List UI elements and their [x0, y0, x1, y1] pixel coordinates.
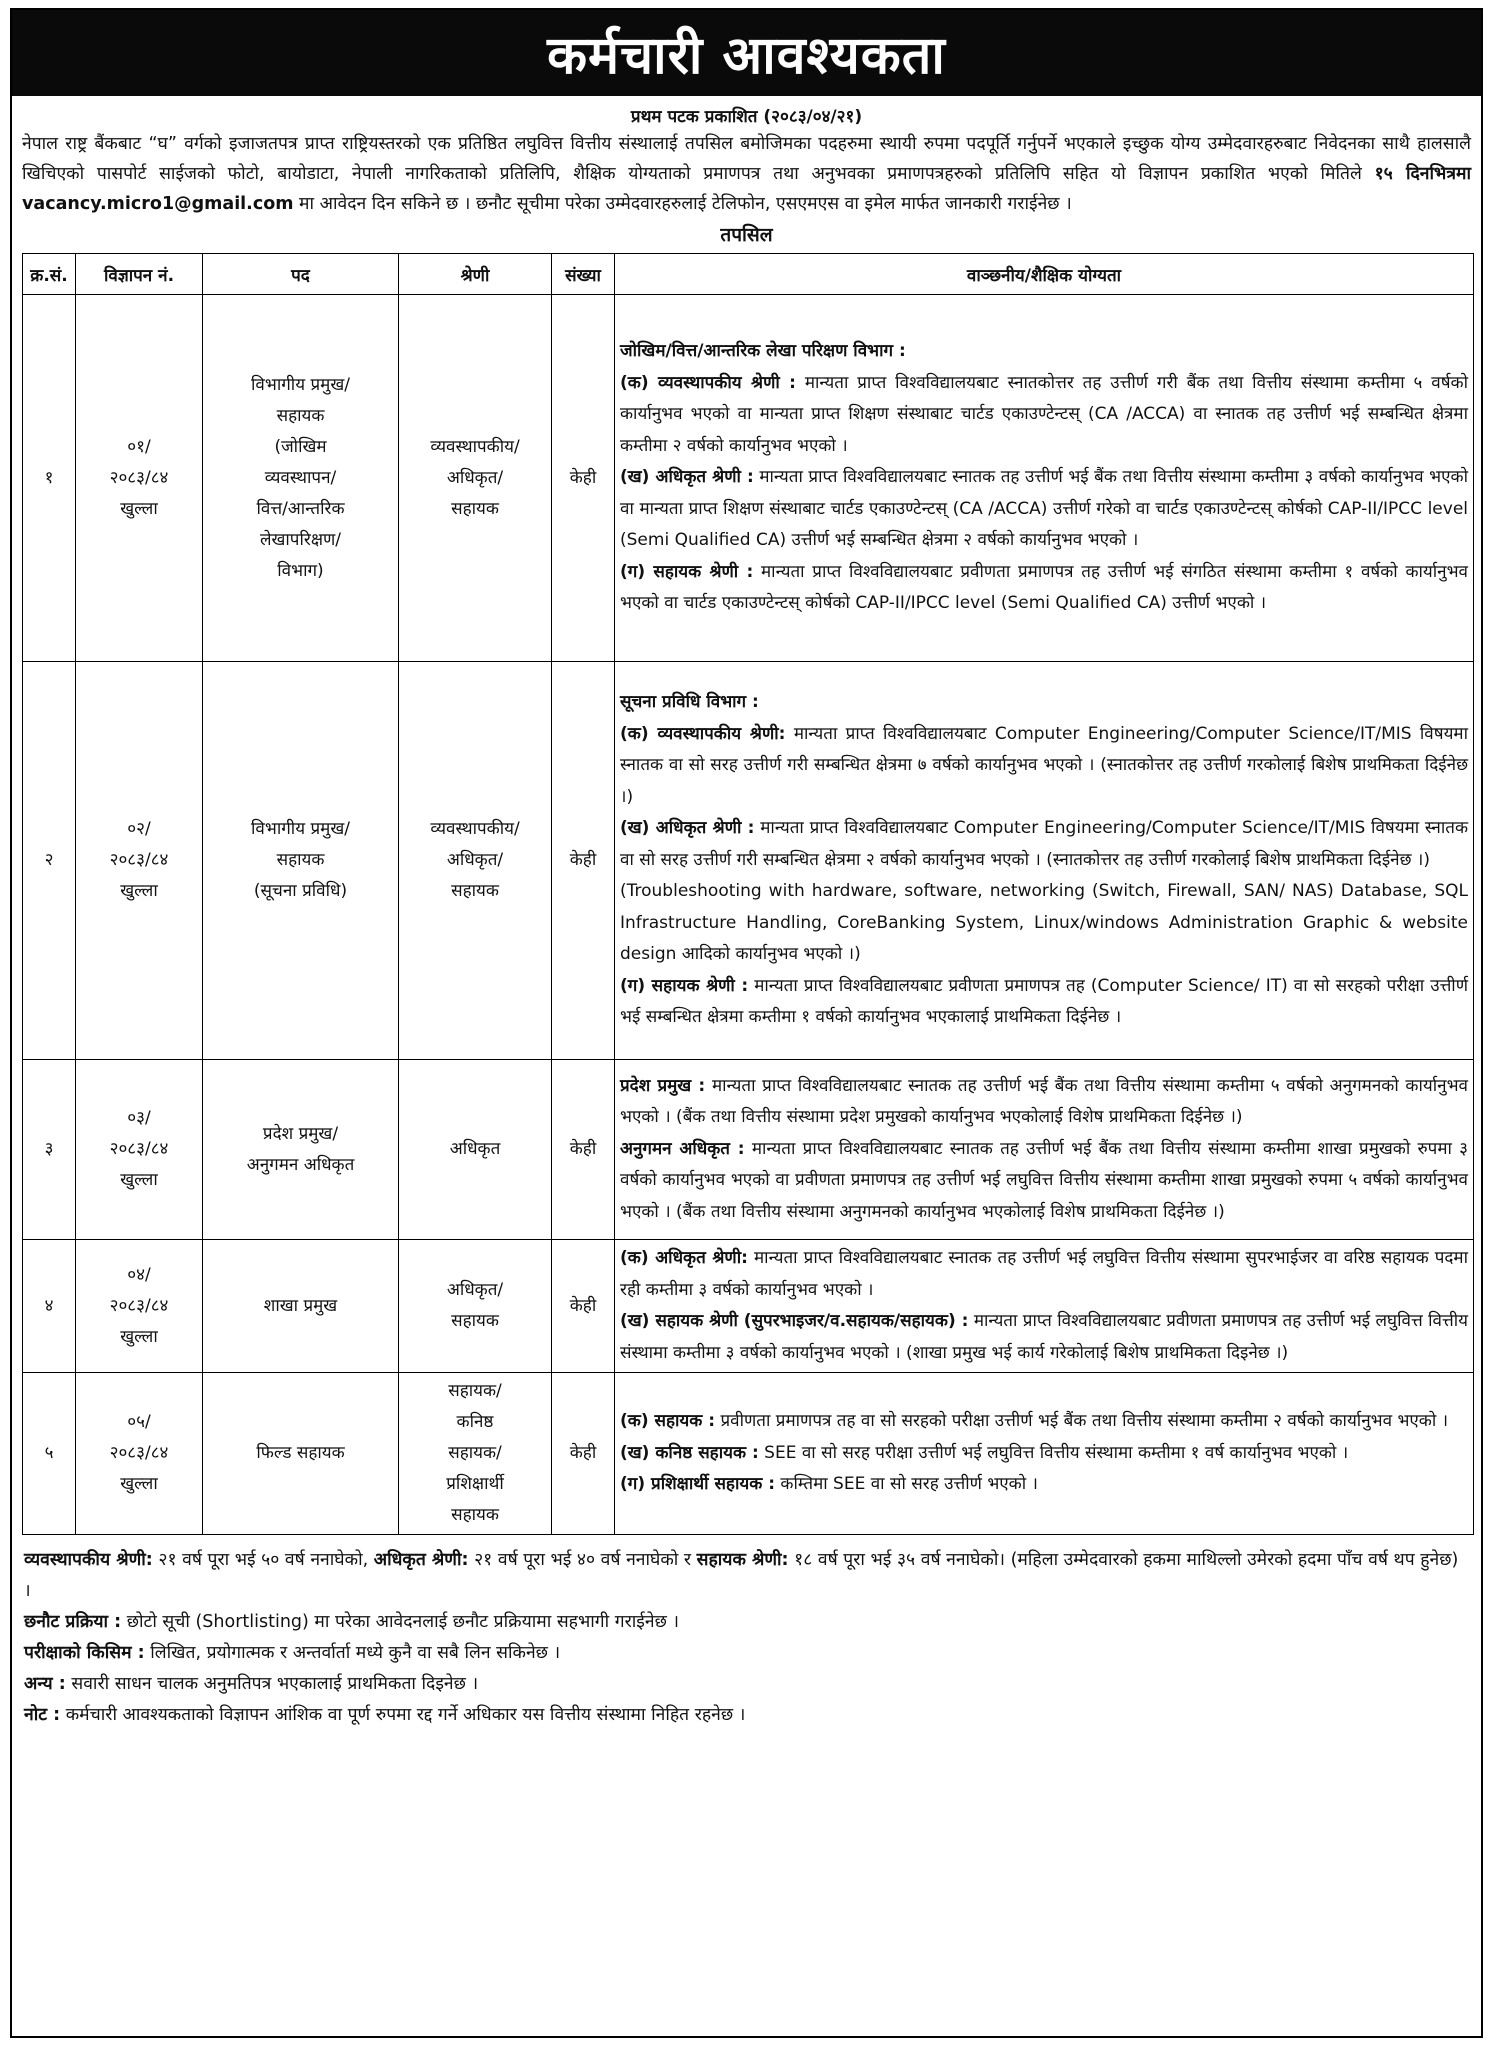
level-line: अधिकृत/ — [446, 850, 504, 870]
level-line: अधिकृत/ — [446, 467, 504, 488]
qualification-item — [620, 1071, 1468, 1134]
age-limits — [24, 1545, 1469, 1607]
vacancy-count: केही — [552, 295, 615, 662]
post-name-line: विभागीय प्रमुख/ — [251, 374, 350, 395]
ad-number-line: ०५/ — [127, 1412, 151, 1432]
ad-number-line: खुल्ला — [120, 1474, 158, 1494]
qualification-label: प्रदेश प्रमुख : — [620, 1075, 706, 1096]
qualification-label: सूचना प्रविधि विभाग : — [620, 692, 759, 713]
qualification-text: मान्यता प्राप्त विश्वविद्यालयबाट स्नातक तह उत्तीर्ण भई बैंक तथा वित्तीय संस्थामा कम्तीमा ३ वर्षको कार्यानुभव भएको वा मान्यता प्राप्त शिक्षण संस्थाबाट चार्टड एकाउण्टेन्टस् (CA /ACCA) उत्तीर्ण गरेको वा चार्टड एकाउण्टेन्टस् कोर्षको CAP-II/IPCC level (Semi Qualified CA) उत्तीर्ण भई सम्बन्धित क्षेत्रमा २ वर्षको कार्यानुभव भएको । — [620, 467, 1468, 551]
publication-date: प्रथम पटक प्रकाशित (२०८३/०४/२१) — [630, 107, 863, 127]
selection-process — [24, 1607, 1469, 1638]
ad-number-line: खुल्ला — [120, 1170, 158, 1190]
post-name-line: व्यवस्थापन/ — [264, 467, 337, 488]
post-name-line: शाखा प्रमुख — [263, 1295, 338, 1316]
table-row — [23, 1060, 1474, 1240]
qualification-item — [620, 813, 1468, 876]
ad-number — [76, 662, 203, 1060]
page-title: कर्मचारी आवश्यकता — [12, 10, 1481, 96]
qualification-label: (ख) अधिकृत श्रेणी : — [620, 818, 755, 839]
qualification-text: मान्यता प्राप्त विश्वविद्यालयबाट स्नातक तह उत्तीर्ण भई बैंक तथा वित्तीय संस्थामा कम्तीमा शाखा प्रमुखको रुपमा ३ वर्षको कार्यानुभव भएको वा प्रवीणता प्रमाणपत्र तह उत्तीर्ण भई लघुवित्त वित्तीय संस्थामा कम्तीमा शाखा प्रमुखको रुपमा ५ वर्षको कार्यानुभव भएको । (बैंक तथा वित्तीय संस्थामा अनुगमनको कार्यानुभव भएकोलाई विशेष प्राथमिकता दिईनेछ ।) — [620, 1138, 1468, 1222]
vacancy-count: केही — [552, 1240, 615, 1373]
post-name-line: अनुगमन अधिकृत — [246, 1154, 355, 1175]
selection-label: छनौट प्रक्रिया : — [24, 1612, 122, 1632]
post-name-line: विभाग) — [277, 560, 324, 581]
qualification-label: (ख) कनिष्ठ सहायक : — [620, 1442, 759, 1463]
level-line: सहायक — [451, 1311, 499, 1331]
intro-text-1: नेपाल राष्ट्र बैंकबाट “घ” वर्गको इजाजतपत्र प्राप्त राष्ट्रियस्तरको एक प्रतिष्ठित लघुवित्त वित्तीय संस्थालाई तपसिल बमोजिमका पदहरुमा स्थायी रुपमा पदपूर्ति गर्नुपर्ने भएकाले इच्छुक योग्य उम्मेदवारहरुबाट निवेदनका साथै हालसालै खिचिएको पासपोर्ट साईजको फोटो, बायोडाटा, नेपाली नागरिकताको प्रतिलिपि, शैक्षिक योग्यताको प्रमाणपत्र तथा अनुभवका प्रमाणपत्रहरुको प्रतिलिपि सहित यो विज्ञापन प्रकाशित भएको मितिले — [22, 134, 1471, 184]
age-text-3: १८ वर्ष पूरा भई ३५ वर्ष ननाघेको। (महिला उम्मेदवारको हकमा माथिल्लो उमेरको हदमा पाँच वर्ष थप हुनेछ) । — [24, 1550, 1459, 1601]
level-line: व्यवस्थापकीय/ — [430, 819, 520, 839]
intro-paragraph — [12, 127, 1481, 219]
ad-number-line: ०२/ — [127, 819, 151, 839]
post-name-line: लेखापरिक्षण/ — [259, 529, 342, 550]
qualification — [615, 295, 1474, 662]
disclaimer-note — [24, 1700, 1469, 1731]
exam-label: परीक्षाको किसिम : — [24, 1643, 145, 1663]
post-name-line: (जोखिम — [274, 436, 327, 457]
qualification-text: मान्यता प्राप्त विश्वविद्यालयबाट प्रवीणता प्रमाणपत्र तह उत्तीर्ण भई लघुवित्त वित्तीय संस्थामा कम्तीमा ३ वर्षको कार्यानुभव भएको । (शाखा प्रमुख भई कार्य गरेकोलाई बिशेष प्राथमिकता दिइनेछ ।) — [620, 1311, 1468, 1363]
serial-number: २ — [23, 662, 76, 1060]
post-name-line: (सूचना प्रविधि) — [253, 881, 348, 901]
qualification-item — [620, 1469, 1468, 1501]
qualification-text: मान्यता प्राप्त विश्वविद्यालयबाट Computer Engineering/Computer Science/IT/MIS विषयमा स्नातक वा सो सरह उत्तीर्ण गरी सम्बन्धित क्षेत्रमा ७ वर्षको कार्यानुभव भएको । (स्नातकोत्तर तह उत्तीर्ण गरकोलाई बिशेष प्राथमिकता दिईनेछ ।) — [620, 723, 1469, 807]
qualification-item — [620, 1306, 1468, 1369]
qualification-text: SEE वा सो सरह परीक्षा उत्तीर्ण भई लघुवित्त वित्तीय संस्थामा कम्तीमा १ वर्ष कार्यानुभव भएको । — [764, 1442, 1349, 1463]
qualification-text: मान्यता प्राप्त विश्वविद्यालयबाट स्नातकोत्तर तह उत्तीर्ण गरी बैंक तथा वित्तीय संस्थामा कम्तीमा ५ वर्षको कार्यानुभव भएको वा मान्यता प्राप्त शिक्षण संस्थाबाट चार्टड एकाउण्टेन्टस् (CA /ACCA) वा स्नातक तह उत्तीर्ण भई सम्बन्धित क्षेत्रमा कम्तीमा २ वर्षको कार्यानुभव भएको । — [620, 372, 1468, 456]
qualification-item — [620, 1438, 1468, 1470]
qualification-item — [620, 336, 1468, 368]
vacancy-count: केही — [552, 1373, 615, 1535]
serial-number: ३ — [23, 1060, 76, 1240]
exam-type — [24, 1638, 1469, 1669]
header-qualification: वाञ्छनीय/शैक्षिक योग्यता — [615, 254, 1474, 295]
level-line: कनिष्ठ — [456, 1412, 494, 1432]
level-line: सहायक — [451, 1505, 499, 1525]
header-count: संख्या — [552, 254, 615, 295]
age-text-2: २१ वर्ष पूरा भई ४० वर्ष ननाघेको र — [474, 1550, 692, 1570]
other-note — [24, 1669, 1469, 1700]
header-sn: क्र.सं. — [23, 254, 76, 295]
ad-number-line: ०३/ — [127, 1108, 151, 1128]
serial-number: १ — [23, 295, 76, 662]
qualification-item — [620, 1406, 1468, 1438]
header-ad-no: विज्ञापन नं. — [76, 254, 203, 295]
level — [399, 662, 552, 1060]
qualification-text: (Troubleshooting with hardware, software, networking (Switch, Firewall, SAN/ NAS) Database, SQL Infrastructure Handling, CoreBanking System, Linux/windows Administration Graphic & website design आदिको कार्यानुभव भएको ।) — [620, 881, 1468, 965]
vacancy-table — [22, 253, 1474, 1535]
section-title: तपसिल — [720, 224, 773, 246]
email-address[interactable]: vacancy.micro1@gmail.com — [22, 194, 294, 214]
intro-text-2: मा आवेदन दिन सकिने छ । छनौट सूचीमा परेका उम्मेदवारहरुलाई टेलिफोन, एसएमएस वा इमेल मार्फत जानकारी गराईनेछ । — [299, 194, 1072, 214]
qualification-item — [620, 687, 1468, 719]
vacancy-count: केही — [552, 1060, 615, 1240]
level — [399, 1060, 552, 1240]
age-label-2: अधिकृत श्रेणी: — [373, 1550, 469, 1570]
qualification-label: (ग) सहायक श्रेणी : — [620, 561, 754, 582]
age-label-1: व्यवस्थापकीय श्रेणी: — [24, 1550, 153, 1570]
qualification-item — [620, 1134, 1468, 1229]
qualification-text: मान्यता प्राप्त विश्वविद्यालयबाट Computer Engineering/Computer Science/IT/MIS विषयमा स्नातक वा सो सरह उत्तीर्ण गरी सम्बन्धित क्षेत्रमा २ वर्षको कार्यानुभव भएको । (स्नातकोत्तर तह उत्तीर्ण गरकोलाई बिशेष प्राथमिकता दिईनेछ ।) — [620, 818, 1469, 870]
level-line: सहायक — [451, 498, 499, 519]
footer-notes — [12, 1535, 1481, 1731]
qualification-label: (ग) सहायक श्रेणी : — [620, 975, 749, 996]
ad-number-line: २०८३/८४ — [109, 467, 169, 488]
level-line: व्यवस्थापकीय/ — [430, 436, 520, 457]
qualification-label: जोखिम/वित्त/आन्तरिक लेखा परिक्षण विभाग : — [620, 341, 906, 362]
ad-number — [76, 1373, 203, 1535]
header-post: पद — [203, 254, 399, 295]
serial-number: ४ — [23, 1240, 76, 1373]
post-name — [203, 1373, 399, 1535]
qualification-label: (ख) सहायक श्रेणी (सुपरभाइजर/व.सहायक/सहायक) : — [620, 1311, 969, 1331]
level — [399, 1240, 552, 1373]
qualification-item — [620, 462, 1468, 557]
table-row — [23, 1240, 1474, 1373]
qualification — [615, 1373, 1474, 1535]
qualification-label: (क) सहायक : — [620, 1411, 716, 1432]
qualification-item — [620, 971, 1468, 1034]
qualification-text: कम्तिमा SEE वा सो सरह उत्तीर्ण भएको । — [780, 1474, 1038, 1495]
qualification-item — [620, 557, 1468, 620]
level-line: अधिकृत/ — [446, 1280, 504, 1300]
qualification-text: मान्यता प्राप्त विश्वविद्यालयबाट प्रवीणता प्रमाणपत्र तह उत्तीर्ण भई संगठित संस्थामा कम्तीमा १ वर्षको कार्यानुभव भएको वा चार्टड एकाउण्टेन्टस् कोर्षको CAP-II/IPCC level (Semi Qualified CA) उत्तीर्ण भएको । — [620, 561, 1469, 614]
post-name — [203, 1240, 399, 1373]
level-line: अधिकृत — [449, 1139, 501, 1159]
qualification-label: (ख) अधिकृत श्रेणी : — [620, 467, 754, 488]
exam-text: लिखित, प्रयोगात्मक र अन्तर्वार्ता मध्ये कुनै वा सबै लिन सकिनेछ । — [150, 1643, 561, 1663]
post-name-line: प्रदेश प्रमुख/ — [262, 1123, 339, 1144]
ad-number-line: खुल्ला — [120, 881, 158, 901]
ad-number-line: २०८३/८४ — [109, 850, 169, 870]
ad-number-line: खुल्ला — [120, 498, 158, 519]
ad-number — [76, 295, 203, 662]
qualification-item — [620, 1243, 1468, 1306]
qualification-item — [620, 876, 1468, 971]
ad-number-line: ०१/ — [127, 436, 151, 457]
qualification-text: प्रवीणता प्रमाणपत्र तह वा सो सरहको परीक्षा उत्तीर्ण भई बैंक तथा वित्तीय संस्थामा कम्तीमा २ वर्षको कार्यानुभव भएको । — [720, 1411, 1449, 1432]
qualification — [615, 662, 1474, 1060]
post-name-line: सहायक — [276, 405, 325, 426]
level-line: सहायक/ — [448, 1381, 502, 1401]
serial-number: ५ — [23, 1373, 76, 1535]
post-name — [203, 662, 399, 1060]
selection-text: छोटो सूची (Shortlisting) मा परेका आवेदनलाई छनौट प्रक्रियामा सहभागी गराईनेछ । — [126, 1612, 680, 1632]
post-name-line: विभागीय प्रमुख/ — [251, 819, 350, 839]
qualification-label: (क) अधिकृत श्रेणी: — [620, 1248, 748, 1268]
vacancy-count: केही — [552, 662, 615, 1060]
ad-number-line: २०८३/८४ — [109, 1139, 169, 1159]
table-row — [23, 1373, 1474, 1535]
qualification-label: (क) व्यवस्थापकीय श्रेणी: — [620, 723, 786, 744]
ad-number-line: २०८३/८४ — [109, 1443, 169, 1463]
post-name-line: वित्त/आन्तरिक — [256, 498, 345, 519]
age-label-3: सहायक श्रेणी: — [696, 1550, 789, 1570]
qualification-item — [620, 719, 1468, 814]
ad-number — [76, 1060, 203, 1240]
deadline: १५ दिनभित्रमा — [1374, 164, 1471, 184]
qualification-text: मान्यता प्राप्त विश्वविद्यालयबाट स्नातक तह उत्तीर्ण भई बैंक तथा वित्तीय संस्थामा कम्तीमा ५ वर्षको अनुगमनको कार्यानुभव भएको । (बैंक तथा वित्तीय संस्थामा प्रदेश प्रमुखको कार्यानुभव भएकोलाई विशेष प्राथमिकता दिईनेछ ।) — [620, 1075, 1468, 1128]
level — [399, 295, 552, 662]
qualification-label: (ग) प्रशिक्षार्थी सहायक : — [620, 1474, 775, 1495]
other-text: सवारी साधन चालक अनुमतिपत्र भएकालाई प्राथमिकता दिइनेछ । — [71, 1674, 479, 1694]
post-name-line: सहायक — [276, 850, 325, 870]
level — [399, 1373, 552, 1535]
qualification — [615, 1240, 1474, 1373]
post-name — [203, 1060, 399, 1240]
table-header-row — [23, 254, 1474, 295]
post-name — [203, 295, 399, 662]
note-text: कर्मचारी आवश्यकताको विज्ञापन आंशिक वा पूर्ण रुपमा रद्द गर्ने अधिकार यस वित्तीय संस्थामा निहित रहनेछ । — [65, 1705, 746, 1725]
table-row — [23, 662, 1474, 1060]
qualification-item — [620, 368, 1468, 463]
ad-number — [76, 1240, 203, 1373]
table-row — [23, 295, 1474, 662]
qualification-text: मान्यता प्राप्त विश्वविद्यालयबाट स्नातक तह उत्तीर्ण भई लघुवित्त वित्तीय संस्थामा सुपरभाईजर वा वरिष्ठ सहायक पदमा रही कम्तीमा ३ वर्षको कार्यानुभव भएको । — [620, 1248, 1468, 1300]
other-label: अन्य : — [24, 1674, 66, 1694]
level-line: प्रशिक्षार्थी — [446, 1474, 504, 1494]
ad-number-line: खुल्ला — [120, 1326, 158, 1347]
ad-number-line: ०४/ — [127, 1264, 151, 1285]
note-label: नोट : — [24, 1705, 61, 1725]
qualification-label: अनुगमन अधिकृत : — [620, 1138, 745, 1159]
qualification — [615, 1060, 1474, 1240]
ad-number-line: २०८३/८४ — [109, 1295, 169, 1316]
post-name-line: फिल्ड सहायक — [256, 1443, 345, 1463]
qualification-label: (क) व्यवस्थापकीय श्रेणी : — [620, 372, 796, 393]
level-line: सहायक/ — [448, 1443, 502, 1463]
header-level: श्रेणी — [399, 254, 552, 295]
advertisement-page — [10, 8, 1483, 2038]
level-line: सहायक — [451, 881, 499, 901]
age-text-1: २१ वर्ष पूरा भई ५० वर्ष ननाघेको, — [158, 1550, 369, 1570]
qualification-text: मान्यता प्राप्त विश्वविद्यालयबाट प्रवीणता प्रमाणपत्र तह (Computer Science/ IT) वा सो सरहको परीक्षा उत्तीर्ण भई सम्बन्धित क्षेत्रमा कम्तीमा १ वर्षको कार्यानुभव भएकालाई प्राथमिकता दिईनेछ । — [620, 975, 1469, 1028]
